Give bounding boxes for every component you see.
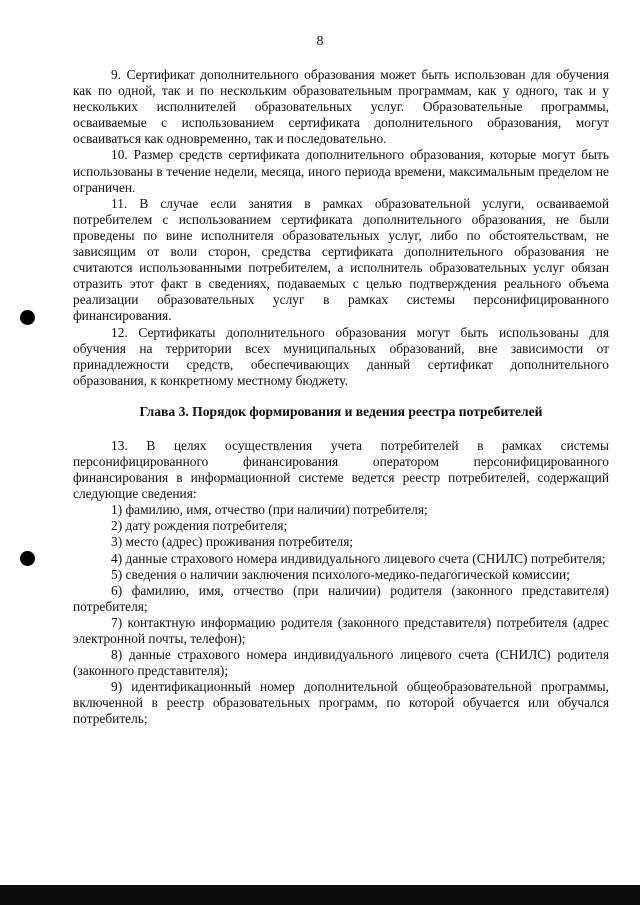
paragraph-10: 10. Размер средств сертификата дополнительного образования, которые могут быть использованы в течение недели, месяца, иного периода времени, максимальным пределом не ограничен. — [73, 147, 609, 195]
list-item-9: 9) идентификационный номер дополнительной общеобразовательной программы, включенной в реестр образовательных программ, по которой обучается или обучался потребитель; — [73, 679, 609, 727]
list-item-1: 1) фамилию, имя, отчество (при наличии) потребителя; — [111, 502, 428, 518]
chapter-title: Глава 3. Порядок формирования и ведения реестра потребителей — [139, 403, 543, 419]
paragraph-11: 11. В случае если занятия в рамках образовательной услуги, осваиваемой потребителем с использованием сертификата дополнительного образования, не были проведены по вине исполнителя образовательных услуг, либо по обстоятельствам, не зависящим от воли сторон, средства сертификата дополнительного образования не считаются использованными потребителем, а исполнитель образовательных услуг обязан отразить этот факт в сведениях, подаваемых с целью подтверждения реального объема реализации образовательных услуг в рамках системы персонифицированного финансирования. — [73, 195, 609, 324]
paragraph-12: 12. Сертификаты дополнительного образования могут быть использованы для обучения на территории всех муниципальных образований, вне зависимости от принадлежности средств, обеспечивающих данный сертификат дополнительного образования, к конкретному местному бюджету. — [73, 324, 609, 388]
list-item-3: 3) место (адрес) проживания потребителя; — [111, 534, 354, 550]
punch-hole-bottom — [20, 551, 35, 566]
list-item-7: 7) контактную информацию родителя (законного представителя) потребителя (адрес электронной почты, телефон); — [73, 614, 609, 646]
page-number: 8 — [316, 34, 324, 49]
document-body — [73, 67, 609, 728]
list-item-2: 2) дату рождения потребителя; — [111, 518, 288, 534]
list-item-4: 4) данные страхового номера индивидуального лицевого счета (СНИЛС) потребителя; — [111, 550, 606, 566]
list-item-8: 8) данные страхового номера индивидуального лицевого счета (СНИЛС) родителя (законного представителя); — [73, 647, 609, 679]
punch-hole-top — [20, 310, 35, 325]
paragraph-13: 13. В целях осуществления учета потребителей в рамках системы персонифицированного финансирования оператором персонифицированного финансирования в информационной системе ведется реестр потребителей, содержащий следующие сведения: — [73, 437, 609, 502]
list-item-5: 5) сведения о наличии заключения психолого-медико-педагогической комиссии; — [111, 566, 570, 582]
scan-bottom-edge — [0, 885, 640, 905]
list-item-6: 6) фамилию, имя, отчество (при наличии) родителя (законного представителя) потребителя; — [73, 582, 609, 614]
paragraph-9: 9. Сертификат дополнительного образования может быть использован для обучения как по одной, так и по нескольким образовательным программам, как у одного, так и у нескольких исполнителей образовательных услуг. Образовательные программы, осваиваемые с использованием сертификата дополнительного образования, могут осваиваться как одновременно, так и последовательно. — [73, 67, 609, 147]
